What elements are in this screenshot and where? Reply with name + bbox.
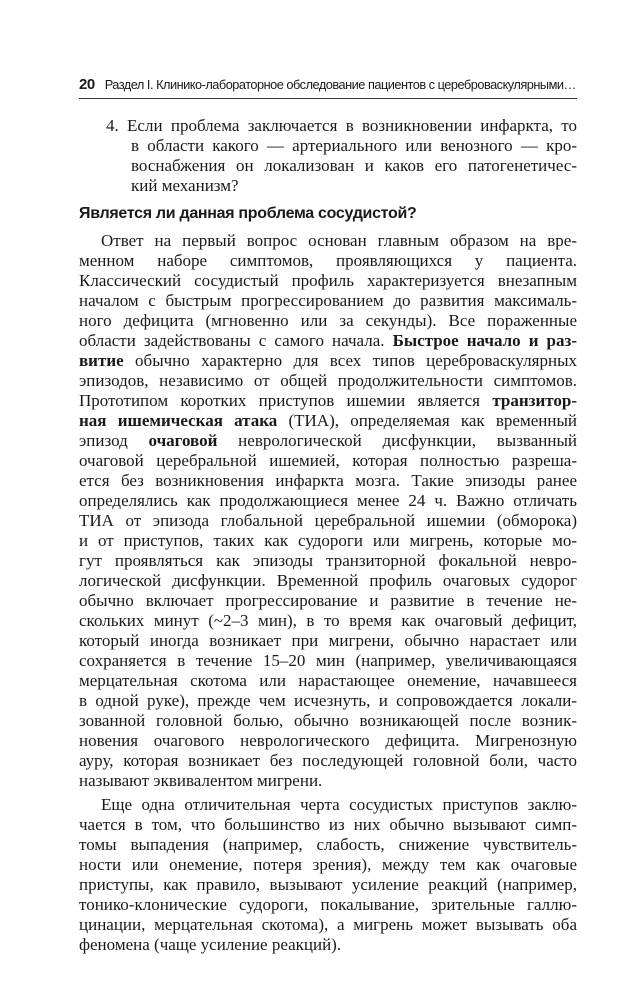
- paragraph-line: ности или онемение, потеря зрения), между тем как очаговые: [79, 855, 577, 874]
- paragraph-line: [79, 431, 577, 451]
- paragraph-line: мерцательная скотома или нарастающее онемение, начавшееся: [79, 671, 577, 690]
- running-title: Раздел I. Клинико-лабораторное обследование пациентов с цереброваскулярными…: [104, 77, 576, 92]
- paragraph-line: [79, 351, 577, 371]
- paragraph-line: новения очагового неврологического дефицита. Мигренозную: [79, 731, 577, 750]
- running-header: [79, 76, 579, 94]
- paragraph-line: феномена (чаще усиление реакций).: [79, 935, 342, 954]
- paragraph-line: ауру, которая возникает без последующей головной боли, часто: [79, 751, 577, 770]
- paragraph-line: чается в том, что большинство из них обычно вызывают симп-: [79, 815, 577, 834]
- paragraph-line: который иногда возникает при мигрени, обычно нарастает или: [79, 631, 577, 650]
- text-run: области задействованы с самого начала.: [79, 331, 393, 350]
- paragraph-line: томы выпадения (например, слабость, снижение чувствитель-: [79, 835, 577, 854]
- paragraph-line: сохраняется в течение 15–20 мин (например, увеличивающаяся: [79, 651, 577, 670]
- page-number: 20: [79, 76, 95, 93]
- paragraph-line: тонико-клонические судороги, покалывание, зрительные галлю-: [79, 895, 577, 914]
- paragraph-line: ется без возникновения инфаркта мозга. Такие эпизоды ранее: [79, 471, 577, 490]
- paragraph-line: [79, 391, 577, 411]
- paragraph-line: определялись как продолжающиеся менее 24 ч. Важно отличать: [79, 491, 577, 510]
- paragraph-line: [79, 411, 577, 431]
- paragraph-line: ТИА от эпизода глобальной церебральной ишемии (обморока): [79, 511, 577, 530]
- text-run: Прототипом коротких приступов ишемии является: [79, 391, 493, 410]
- text-run: обычно характерно для всех типов цереброваскулярных: [123, 351, 577, 370]
- bold-term-tia-cont: ная ишемическая атака: [79, 411, 278, 430]
- paragraph-line: [79, 331, 577, 351]
- paragraph-line: приступы, как правило, вызывают усиление реакций (например,: [79, 875, 577, 894]
- paragraph-line: менном наборе симптомов, проявляющихся у пациента.: [79, 251, 577, 270]
- list-item-line: в области какого — артериального или венозного — кро-: [131, 136, 577, 155]
- paragraph-line: Еще одна отличительная черта сосудистых приступов заклю-: [101, 795, 577, 814]
- bold-term-rapid-onset: Быстрое начало и раз-: [392, 331, 578, 350]
- paragraph-line: цинации, мерцательная скотома), а мигрень может вызывать оба: [79, 915, 577, 934]
- text-run: эпизод: [79, 431, 149, 450]
- bold-term-focal: очаговой: [148, 431, 218, 450]
- paragraph-line: Классический сосудистый профиль характеризуется внезапным: [79, 271, 577, 290]
- list-item-line: воснабжения он локализован и каков его патогенетичес-: [131, 156, 577, 175]
- section-heading: Является ли данная проблема сосудистой?: [79, 205, 417, 222]
- list-item-line: 4. Если проблема заключается в возникновении инфаркта, то: [106, 116, 577, 135]
- paragraph-line: очаговой церебральной ишемией, которая полностью разреша-: [79, 451, 577, 470]
- list-item-line: кий механизм?: [131, 176, 239, 195]
- bold-term-rapid-onset-cont: витие: [79, 351, 124, 370]
- paragraph-line: зованной головной болью, обычно возникающей после возник-: [79, 711, 577, 730]
- paragraph-line: логической дисфункции. Временной профиль очаговых судорог: [79, 571, 577, 590]
- text-run: неврологической дисфункции, вызванный: [217, 431, 577, 450]
- bold-term-tia: транзитор-: [492, 391, 577, 410]
- text-run: (ТИА), определяемая как временный: [277, 411, 577, 430]
- paragraph-line: Ответ на первый вопрос основан главным образом на вре-: [101, 231, 577, 250]
- paragraph-line: началом с быстрым прогрессированием до развития максималь-: [79, 291, 577, 310]
- paragraph-line: называют эквивалентом мигрени.: [79, 771, 323, 790]
- paragraph-line: и от приступов, таких как судороги или мигрень, которые мо-: [79, 531, 577, 550]
- paragraph-line: гут проявляться как эпизоды транзиторной фокальной невро-: [79, 551, 577, 570]
- paragraph-line: эпизодов, независимо от общей продолжительности симптомов.: [79, 371, 577, 390]
- paragraph-line: в одной руке), прежде чем исчезнуть, и сопровождается локали-: [79, 691, 577, 710]
- paragraph-line: ного дефицита (мгновенно или за секунды). Все пораженные: [79, 311, 577, 330]
- paragraph-line: скольких минут (~2–3 мин), в то время как очаговый дефицит,: [79, 611, 577, 630]
- paragraph-line: обычно включает прогрессирование и развитие в течение не-: [79, 591, 577, 610]
- header-rule: [79, 98, 577, 99]
